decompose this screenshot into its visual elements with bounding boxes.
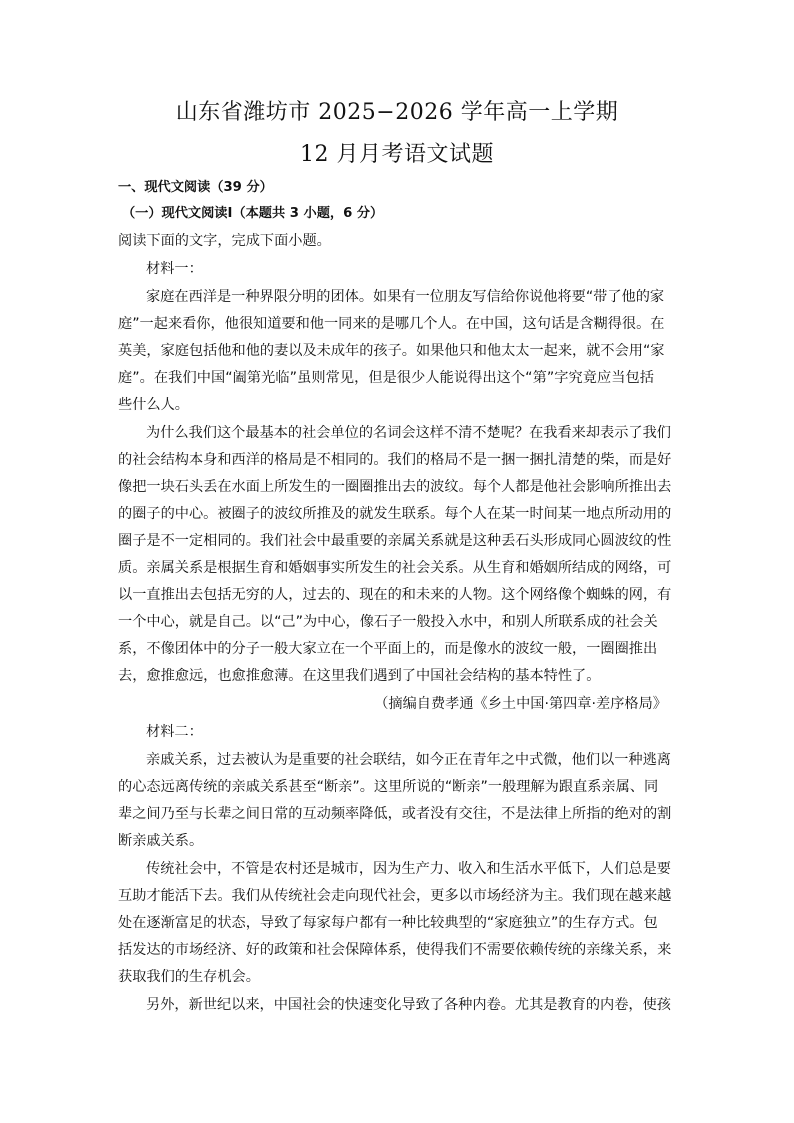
material2-line: 断亲戚关系。 — [118, 833, 204, 849]
page-title-line-1: 山东省潍坊市 2025−2026 学年高一上学期 — [175, 100, 619, 125]
material1-line: 的圈子的中心。被圈子的波纹所推及的就发生联系。每个人在某一时间某一地点所动用的 — [118, 506, 672, 522]
material1-line: 的社会结构本身和西洋的格局是不相同的。我们的格局不是一捆一捆扎清楚的柴，而是好 — [118, 452, 672, 468]
section-heading: 一、现代文阅读（39 分） — [118, 180, 273, 195]
material1-line: 家庭在西洋是一种界限分明的团体。如果有一位朋友写信给你说他将要“带了他的家 — [146, 289, 665, 305]
material2-line: 亲戚关系，过去被认为是重要的社会联结，如今正在青年之中式微，他们以一种逃离 — [146, 752, 671, 768]
material1-line: 庭”。在我们中国“阖第光临”虽则常见，但是很少人能说得出这个“第”字究竟应当包括 — [118, 370, 654, 386]
material1-line: 些什么人。 — [118, 397, 189, 413]
material1-line: 庭”一起来看你，他很知道要和他一同来的是哪几个人。在中国，这句话是含糊得很。在 — [118, 316, 665, 332]
material1-line: 英美，家庭包括他和他的妻以及未成年的孩子。如果他只和他太太一起来，就不会用“家 — [118, 343, 665, 359]
material2-line: 互助才能活下去。我们从传统社会走向现代社会，更多以市场经济为主。我们现在越来越 — [118, 888, 672, 904]
material2-line: 获取我们的生存机会。 — [118, 969, 260, 985]
material2-line: 的心态远离传统的亲戚关系甚至“断亲”。这里所说的“断亲”一般理解为跟直系亲属、同 — [118, 779, 659, 795]
material1-line: 质。亲属关系是根据生育和婚姻事实所发生的社会关系。从生育和婚姻所结成的网络，可 — [118, 560, 672, 576]
material2-line: 另外，新世纪以来，中国社会的快速变化导致了各种内卷。尤其是教育的内卷，使孩 — [146, 997, 671, 1013]
material1-line: 为什么我们这个最基本的社会单位的名词会这样不清不楚呢？在我看来却表示了我们 — [146, 425, 671, 441]
material1-line: 像把一块石头丢在水面上所发生的一圈圈推出去的波纹。每个人都是他社会影响所推出去 — [118, 479, 672, 495]
material1-line: 圈子是不一定相同的。我们社会中最重要的亲属关系就是这种丢石头形成同心圆波纹的性 — [118, 533, 672, 549]
material1-source: （摘编自费孝通《乡土中国·第四章·差序格局》 — [374, 696, 667, 712]
material2-line: 辈之间乃至与长辈之间日常的互动频率降低，或者没有交往，不是法律上所指的绝对的割 — [118, 806, 672, 822]
subsection-heading: （一）现代文阅读Ⅰ（本题共 3 小题，6 分） — [122, 206, 384, 221]
instruction-text: 阅读下面的文字，完成下面小题。 — [118, 233, 331, 249]
material1-line: 去，愈推愈远，也愈推愈薄。在这里我们遇到了中国社会结构的基本特性了。 — [118, 668, 601, 684]
material2-line: 处在逐渐富足的状态，导致了每家每户都有一种比较典型的“家庭独立”的生存方式。包 — [118, 915, 658, 931]
material2-line: 括发达的市场经济、好的政策和社会保障体系，使得我们不需要依赖传统的亲缘关系，来 — [118, 942, 672, 958]
material1-line: 一个中心，就是自己。以“己”为中心，像石子一般投入水中，和别人所联系成的社会关 — [118, 614, 658, 630]
material1-line: 以一直推出去包括无穷的人，过去的、现在的和未来的人物。这个网络像个蜘蛛的网，有 — [118, 587, 672, 603]
material1-line: 系，不像团体中的分子一般大家立在一个平面上的，而是像水的波纹一般，一圈圈推出 — [118, 641, 658, 657]
material2-line: 传统社会中，不管是农村还是城市，因为生产力、收入和生活水平低下，人们总是要 — [146, 861, 671, 877]
material2-label: 材料二： — [146, 724, 203, 740]
page-title-line-2: 12 月月考语文试题 — [300, 142, 494, 167]
material1-label: 材料一： — [146, 261, 203, 277]
